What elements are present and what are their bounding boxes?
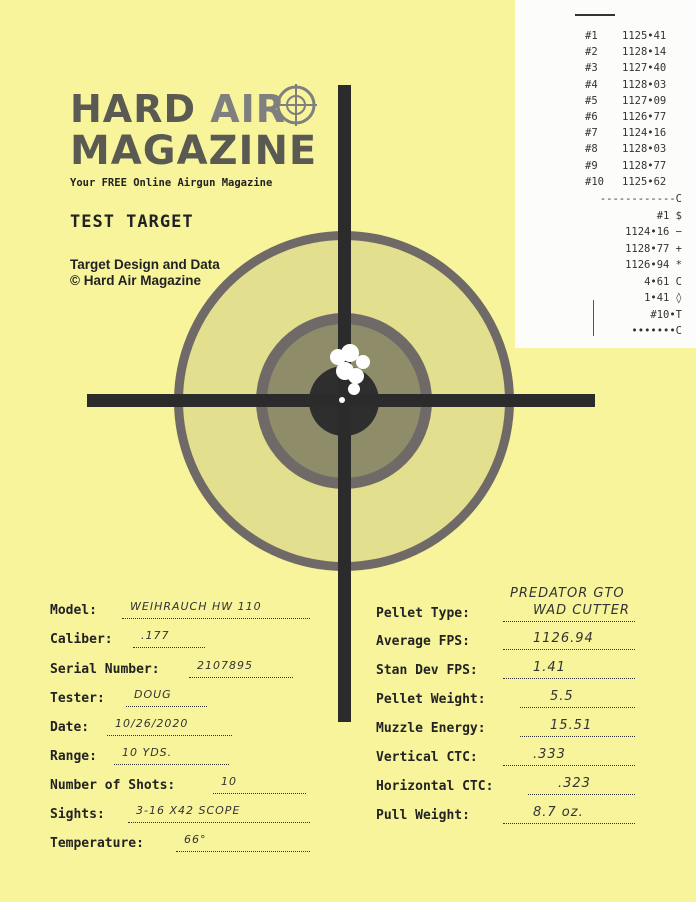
chrono-shot-number: #10 [585,175,604,188]
field-value: 2107895 [197,659,253,672]
chrono-shot-velocity: 1125•41 [622,30,667,42]
field-label: Date: [50,720,90,735]
page-title: TEST TARGET [70,212,194,232]
field-line [503,678,635,679]
field-line [528,794,635,795]
field-label: Vertical CTC: [376,750,478,765]
chrono-shot-number: #1 [585,30,598,42]
field-value: 1126.94 [533,631,594,646]
chrono-summary-line: •••••••C [631,325,682,337]
field-line [176,851,310,852]
logo-air: AIR [210,87,287,131]
chrono-shot-velocity: 1128•77 [622,159,667,172]
slip-tear-mark [575,14,615,16]
field-value: 1.41 [533,660,566,675]
chrono-summary-line: 4•61 C [644,275,682,288]
field-line [128,822,310,823]
chrono-shot-number: #2 [585,46,598,59]
logo-magazine: MAGAZINE [70,128,318,174]
field-value: .323 [558,776,591,791]
design-credit-line1: Target Design and Data [70,257,220,272]
field-line [133,647,205,648]
field-label: Temperature: [50,836,144,851]
field-label: Tester: [50,691,105,706]
chrono-summary-line: 1124•16 − [625,226,682,238]
field-label: Serial Number: [50,662,160,677]
field-line [122,618,310,619]
chrono-shot-number: #5 [585,94,598,107]
field-line [114,764,229,765]
field-value: WEIHRAUCH HW 110 [130,600,262,613]
field-label: Caliber: [50,632,113,647]
field-value: 10 YDS. [122,746,173,759]
design-credit-line2: © Hard Air Magazine [70,273,201,288]
field-value: 10 [221,775,237,788]
field-label: Model: [50,603,97,618]
field-label: Muzzle Energy: [376,721,486,736]
field-value: DOUG [134,688,172,701]
reticle-icon [275,84,317,126]
field-line [503,765,635,766]
field-value: WAD CUTTER [533,603,630,618]
chrono-shot-velocity: 1125•62 [622,175,667,188]
chrono-shot-number: #3 [585,62,598,75]
design-credit [70,257,220,289]
chrono-summary-line: 1126•94 * [625,259,682,271]
chrono-shot-velocity: 1124•16 [622,127,667,140]
field-line [520,736,635,737]
chrono-shot-velocity: 1128•03 [622,143,667,156]
logo-line-1 [70,87,287,131]
field-value: .177 [141,629,170,642]
field-line [503,823,635,824]
chrono-shot-number: #8 [585,143,598,156]
field-value: 66° [184,833,207,846]
field-label: Average FPS: [376,634,470,649]
field-line [189,677,293,678]
chrono-printout [515,0,696,348]
chrono-shot-velocity: 1128•14 [622,46,667,59]
field-label: Pellet Type: [376,606,470,621]
field-label: Pull Weight: [376,808,470,823]
chrono-summary-line: #10•T [650,308,682,321]
chrono-shot-velocity: 1127•09 [622,94,667,107]
field-label: Sights: [50,807,105,822]
chrono-shot-velocity: 1128•03 [622,78,667,91]
chrono-summary-line: 1128•77 + [625,242,682,255]
logo-hard: HARD [70,87,197,131]
chrono-shot-velocity: 1126•77 [622,111,667,123]
field-line [503,621,635,622]
field-label: Range: [50,749,97,764]
field-line [503,649,635,650]
field-value: 8.7 oz. [533,805,584,820]
field-value: .333 [533,747,566,762]
chrono-summary-line: 1•41 ◊ [644,292,682,304]
field-label: Pellet Weight: [376,692,486,707]
chrono-shot-number: #9 [585,159,598,172]
field-label: Horizontal CTC: [376,779,494,794]
field-line [213,793,306,794]
field-line [107,735,232,736]
field-label: Stan Dev FPS: [376,663,478,678]
field-value: 10/26/2020 [115,717,189,730]
chrono-shot-velocity: 1127•40 [622,62,667,75]
tagline: Your FREE Online Airgun Magazine [70,177,273,189]
field-value: 3-16 X42 SCOPE [136,804,241,817]
field-label: Number of Shots: [50,778,176,793]
chrono-shot-number: #7 [585,127,598,140]
chrono-summary-line: #1 $ [656,209,682,222]
field-value: 5.5 [550,689,574,704]
chrono-summary-line: ------------C [599,193,682,205]
field-value-annotation: PREDATOR GTO [510,586,625,601]
field-value: 15.51 [550,718,593,733]
chrono-shot-number: #4 [585,78,598,91]
field-line [520,707,635,708]
field-line [126,706,207,707]
chrono-shot-number: #6 [585,111,598,123]
slip-bracket [593,300,594,336]
